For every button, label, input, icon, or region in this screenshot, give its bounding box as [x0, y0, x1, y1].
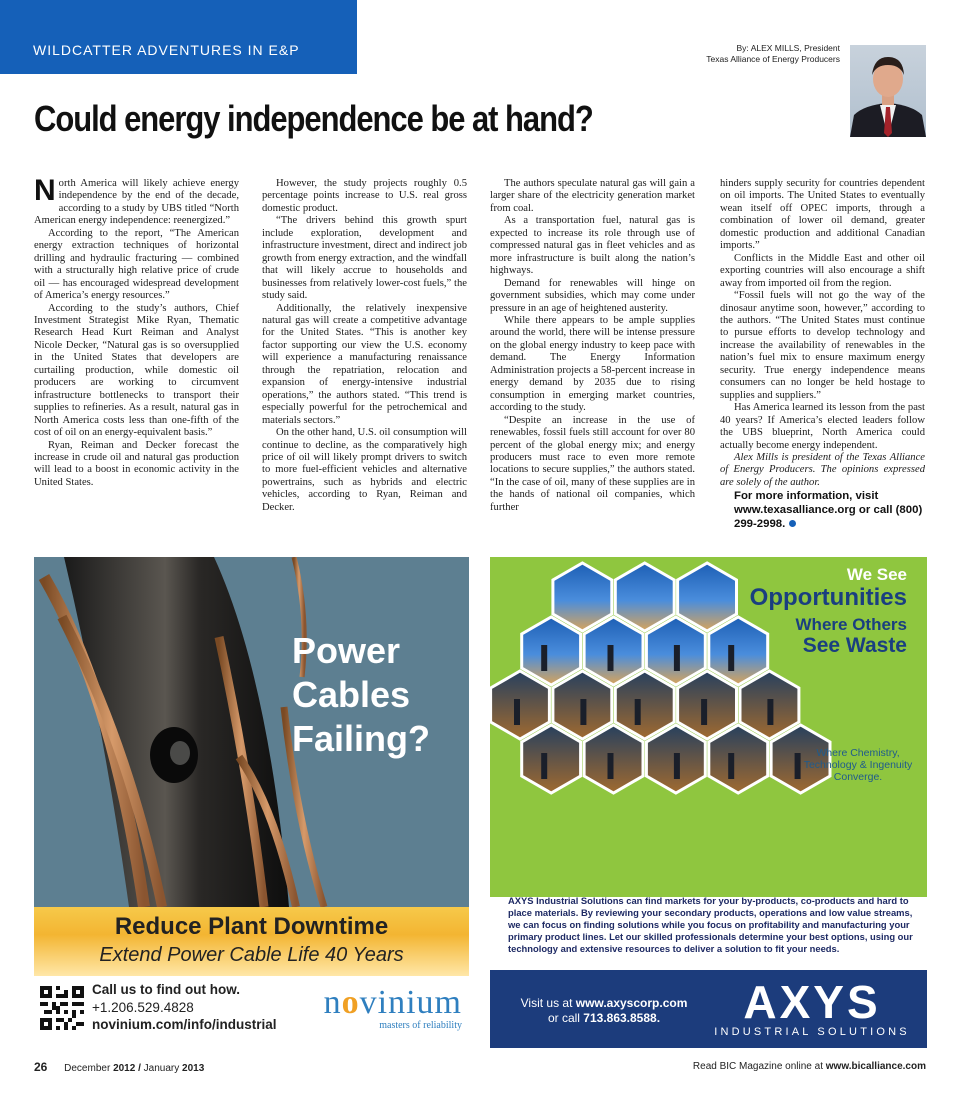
ad-headline — [750, 565, 907, 657]
ad-contact — [92, 981, 277, 1034]
paragraph: “The drivers behind this growth spurt include exploration, development and infrastructure investment, direct and indirect job growth from energy extraction, and the windfall that will likely accrue to households and businesses from relatively lower-cost fuels,” the study said. — [262, 215, 467, 302]
end-mark-icon — [789, 520, 796, 527]
paragraph: “Despite an increase in the use of renewables, fossil fuels still account for over 80 percent of the global energy mix; and energy producers must race to even more remote locations to secure supplies,” the authors stated. “In the case of oil, many of these supplies are in the hands of national oil companies, which further — [490, 414, 695, 513]
logo-word — [286, 986, 462, 1020]
more-info-callout — [720, 489, 925, 531]
ad-footer — [34, 976, 469, 1039]
ad-phone: +1.206.529.4828 — [92, 999, 194, 1015]
paragraph: According to the study’s authors, Chief Investment Strategist Mike Ryan, Thematic Research Head Kurt Reiman and Analyst Nicole Decker, “Natural gas is so oversupplied in the United States that developers are curtailing production, while domestic oil producers are working to circumvent infrastructure bottlenecks to transport their supplies to refineries. As a result, natural gas in North America costs less than one-fifth of the cost of oil on an energy-equivalent basis.” — [34, 302, 239, 439]
hex-tile — [678, 563, 737, 631]
refinery-tower — [728, 645, 734, 671]
article-column-1 — [34, 178, 239, 548]
ad-headline — [292, 629, 462, 761]
site-credit-text: Read BIC Magazine online at — [692, 1061, 823, 1072]
refinery-tower — [674, 753, 680, 779]
refinery-tower — [608, 753, 614, 779]
ad-slogan: Reduce Plant Downtime — [114, 913, 389, 940]
paragraph: According to the report, “The American energy extraction techniques of horizontal drilling and hydraulic fracturing — combined with a structurally high relative price of crude oil — has encouraged widespread development of America’s energy resources.” — [34, 227, 239, 302]
issue-month: December — [64, 1063, 111, 1074]
paragraph: Has America learned its lesson from the past 40 years? If America’s elected leaders follow the UBS blueprint, North America could actually become energy independent. — [720, 402, 925, 451]
paragraph: However, the study projects roughly 0.5 percentage points increase to U.S. real gross domestic product. — [262, 178, 467, 214]
refinery-tower — [580, 699, 586, 725]
paragraph: “Fossil fuels will not go the way of the dinosaur anytime soon, however,” according to the authors. “The United States must continue to pursue efforts to develop technology and increase the availability of renewables in the nation’s fuel mix to ensure maximum energy security. True energy independence means consumers can no longer be held hostage to supplies and suppliers.” — [720, 290, 925, 401]
ad-tagline: Where Chemistry, Technology & Ingenuity Converge. — [803, 747, 913, 783]
logo-tagline: masters of reliability — [379, 1020, 462, 1031]
hex-tile — [584, 725, 643, 793]
ad-headline-line: Failing? — [292, 718, 430, 759]
paragraph: The authors speculate natural gas will gain a larger share of the electricity generation market from coal. — [490, 178, 695, 214]
axys-logo — [712, 978, 912, 1042]
ad-phone: 713.863.8588. — [583, 1011, 661, 1025]
refinery-tower — [795, 753, 801, 779]
site-url[interactable]: www.bicalliance.com — [825, 1061, 926, 1072]
ad-headline-line: Opportunities — [749, 584, 907, 611]
article-column-2 — [262, 178, 467, 548]
novinium-logo — [286, 986, 462, 1036]
ad-text: or call — [547, 1011, 580, 1025]
refinery-tower — [767, 699, 773, 725]
refinery-tower — [541, 753, 547, 779]
refinery-tower — [514, 699, 520, 725]
paragraph: hinders supply security for countries dependent on oil imports. The United States to eventually wean itself off OPEC imports, through a combination of lower oil demand, greater domestic production and additional Canadian imports.” — [720, 178, 925, 252]
hex-tile — [522, 617, 581, 685]
refinery-tower — [701, 699, 707, 725]
refinery-tower — [728, 753, 734, 779]
hex-tile — [522, 725, 581, 793]
paragraph: Additionally, the relatively inexpensive natural gas will create a competitive advantage for the United States. “This is another key factor supporting our view the U.S. economy will experience a manufacturing renaissance through the repatriation, relocation and expansion of energy-intensive industrial operations,” the authors stated. “This trend is especially powerful for the petrochemical and materials sectors.” — [262, 302, 467, 426]
logo-subtitle: INDUSTRIAL SOLUTIONS — [714, 1026, 910, 1038]
paragraph-text: orth America will likely achieve energy independence by the end of the decade, according to a study by UBS titled “North American energy independence: reenergized.” — [34, 178, 239, 227]
axys-ad[interactable] — [490, 557, 927, 1050]
paragraph: While there appears to be ample supplies around the world, there will be intense pressure on the global energy industry to keep pace with demand. The Energy Information Administration projects a 58-percent increase in energy demand by 2035 due to rising consumption in emerging market countries, according to the study. — [490, 314, 695, 414]
author-photo — [850, 45, 926, 137]
refinery-tower — [541, 645, 547, 671]
refinery-tower — [635, 699, 641, 725]
issue-year: 2012 — [113, 1063, 136, 1074]
article-column-4 — [720, 178, 925, 548]
ad-contact — [514, 996, 694, 1026]
ad-headline-line: See Waste — [802, 634, 907, 657]
ad-headline-line: Cables — [292, 674, 411, 715]
hex-tile — [709, 725, 768, 793]
section-label: WILDCATTER ADVENTURES IN E&P — [33, 42, 300, 58]
paragraph: On the other hand, U.S. oil consumption will continue to decline, as the comparatively high price of oil will likely prompt drivers to switch to more fuel-efficient vehicles and alternative powertrains, such as hybrids and electric vehicles, according to Ryan, Reiman and Decker. — [262, 427, 467, 513]
logo-word: AXYS — [743, 976, 881, 1028]
site-credit — [693, 1061, 926, 1072]
issue-month: January — [143, 1063, 180, 1074]
byline-org: Texas Alliance of Energy Producers — [706, 54, 840, 64]
author-portrait-icon — [850, 45, 926, 137]
ad-contact-bar — [490, 970, 927, 1048]
issue-separator: / — [138, 1063, 141, 1074]
paragraph: Ryan, Reiman and Decker forecast the increase in crude oil and natural gas production will lead to a boost in economic activity in the United States. — [34, 439, 239, 488]
byline — [706, 43, 840, 65]
article-column-3 — [490, 178, 695, 548]
ad-text: Visit us at — [520, 996, 573, 1010]
hex-tile — [615, 671, 674, 739]
refinery-tower — [674, 645, 680, 671]
author-bio: Alex Mills is president of the Texas Alliance of Energy Producers. The opinions expressed are solely of the author. — [720, 451, 925, 488]
novinium-ad[interactable] — [34, 557, 469, 1039]
ad-subslogan: Extend Power Cable Life 40 Years — [99, 944, 404, 966]
hex-tile — [615, 563, 674, 631]
ad-headline-line: We See — [846, 565, 907, 584]
page-number: 26 — [34, 1060, 48, 1074]
ad-description: AXYS Industrial Solutions can find markets for your by-products, co-products and hard to place materials. By reviewing your secondary products, operations and low value streams, we can focus on finding solutions while you focus on profitability and manufacturing your primary product lines. Let our skilled professionals determine your best options, using our technology and extensive resources to deliver a solution to fit your needs. — [508, 895, 913, 954]
section-tab — [0, 0, 357, 74]
logo-part: vinium — [359, 984, 462, 1021]
issue-year: 2013 — [182, 1063, 205, 1074]
paragraph: Conflicts in the Middle East and other oil exporting countries will also encourage a shift away from imported oil from the region. — [720, 252, 925, 289]
article-headline: Could energy independence be at hand? — [34, 98, 593, 139]
ad-slogan-band — [34, 907, 469, 976]
paragraph — [34, 178, 239, 228]
ad-phone-line — [514, 1011, 694, 1026]
ad-web-line — [514, 996, 694, 1011]
page-folio — [34, 1060, 204, 1074]
paragraph: As a transportation fuel, natural gas is expected to increase its role through use of compressed natural gas in fleet vehicles and as more infrastructure is built along the nation’s highways. — [490, 215, 695, 277]
drop-cap: N — [34, 178, 56, 207]
paragraph: Demand for renewables will hinge on government subsidies, which may come under pressure in an age of heightened austerity. — [490, 277, 695, 314]
more-info-text: For more information, visit www.texasalliance.org or call (800) 299-2998. — [734, 490, 923, 531]
ad-contact-line: Call us to find out how. — [92, 982, 240, 997]
ad-url[interactable]: novinium.com/info/industrial — [92, 1017, 277, 1032]
hex-tile — [584, 617, 643, 685]
logo-part: o — [341, 984, 360, 1021]
logo-part: n — [323, 984, 342, 1021]
ad-url[interactable]: www.axyscorp.com — [575, 996, 688, 1010]
qr-code-icon[interactable] — [40, 986, 84, 1030]
ad-headline-line: Power — [292, 630, 401, 671]
refinery-tower — [608, 645, 614, 671]
byline-author: By: ALEX MILLS, President — [736, 43, 840, 53]
ad-headline-line: Where Others — [795, 615, 907, 634]
hex-tile — [553, 563, 612, 631]
